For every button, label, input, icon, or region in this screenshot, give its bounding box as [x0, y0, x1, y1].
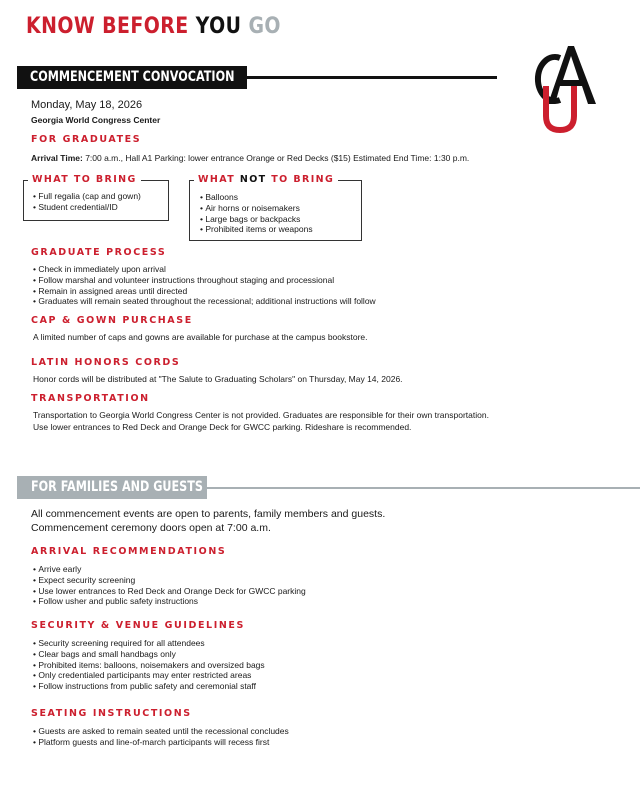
security-guidelines-list [33, 638, 265, 692]
list-item: • Only credentialed participants may enter restricted areas [33, 670, 265, 681]
cau-logo [508, 38, 606, 134]
list-item: • Full regalia (cap and gown) [33, 191, 141, 202]
event-date: Monday, May 18, 2026 [31, 99, 143, 111]
arrival-info [31, 153, 469, 164]
title-rule [247, 76, 497, 79]
kby-part-2: YOU [195, 14, 242, 39]
event-venue: Georgia World Congress Center [31, 115, 161, 125]
list-item: • Platform guests and line-of-march participants will recess first [33, 737, 289, 748]
list-item: • Remain in assigned areas until directed [33, 286, 376, 297]
honors-cords-heading: LATIN HONORS CORDS [31, 357, 181, 368]
seating-instructions-heading: SEATING INSTRUCTIONS [31, 708, 192, 719]
cap-gown-text: A limited number of caps and gowns are available for purchase at the campus bookstore. [33, 332, 368, 342]
know-before-you-go-heading [26, 16, 281, 38]
list-item: • Balloons [200, 192, 313, 203]
transportation-line-2: Use lower entrances to Red Deck and Orange Deck for GWCC parking. Rideshare is recommended. [33, 422, 412, 432]
arrival-text: 7:00 a.m., Hall A1 Parking: lower entrance Orange or Red Decks ($15) Estimated End Time: 1:30 p.m. [85, 153, 470, 163]
page-title: COMMENCEMENT CONVOCATION [30, 69, 235, 85]
arrival-recommendations-heading: ARRIVAL RECOMMENDATIONS [31, 546, 227, 557]
families-rule [207, 487, 640, 489]
seating-instructions-list [33, 726, 289, 748]
what-not-to-bring-list [200, 192, 313, 235]
transportation-heading: TRANSPORTATION [31, 393, 150, 404]
list-item: • Follow instructions from public safety and ceremonial staff [33, 681, 265, 692]
list-item: • Student credential/ID [33, 202, 141, 213]
families-intro-1: All commencement events are open to parents, family members and guests. [31, 508, 386, 520]
list-item: • Arrive early [33, 564, 306, 575]
arrival-recommendations-list [33, 564, 306, 607]
list-item: • Security screening required for all attendees [33, 638, 265, 649]
what-to-bring-title: WHAT TO BRING [28, 174, 141, 186]
graduate-process-list [33, 264, 376, 307]
list-item: • Use lower entrances to Red Deck and Orange Deck for GWCC parking [33, 586, 306, 597]
list-item: • Large bags or backpacks [200, 214, 313, 225]
security-guidelines-heading: SECURITY & VENUE GUIDELINES [31, 620, 245, 631]
graduates-heading: FOR GRADUATES [31, 134, 142, 145]
list-item: • Follow usher and public safety instructions [33, 596, 306, 607]
what-to-bring-list [33, 191, 141, 213]
families-title: FOR FAMILIES AND GUESTS [31, 479, 203, 495]
list-item: • Graduates will remain seated throughout the recessional; additional instructions will follow [33, 296, 376, 307]
graduate-process-heading: GRADUATE PROCESS [31, 247, 167, 258]
families-intro-2: Commencement ceremony doors open at 7:00 a.m. [31, 522, 271, 534]
list-item: • Guests are asked to remain seated until the recessional concludes [33, 726, 289, 737]
kby-part-1: KNOW BEFORE [26, 14, 189, 39]
honors-cords-text: Honor cords will be distributed at "The Salute to Graduating Scholars" on Thursday, May 14, 2026. [33, 374, 403, 384]
list-item: • Clear bags and small handbags only [33, 649, 265, 660]
what-not-to-bring-title: WHAT NOT TO BRING [194, 174, 338, 186]
arrival-label: Arrival Time: [31, 153, 83, 163]
list-item: • Air horns or noisemakers [200, 203, 313, 214]
cap-gown-heading: CAP & GOWN PURCHASE [31, 315, 193, 326]
kby-part-3: GO [248, 14, 281, 39]
list-item: • Prohibited items or weapons [200, 224, 313, 235]
list-item: • Check in immediately upon arrival [33, 264, 376, 275]
list-item: • Expect security screening [33, 575, 306, 586]
list-item: • Prohibited items: balloons, noisemakers and oversized bags [33, 660, 265, 671]
list-item: • Follow marshal and volunteer instructions throughout staging and processional [33, 275, 376, 286]
transportation-line-1: Transportation to Georgia World Congress Center is not provided. Graduates are responsible for their own transportation. [33, 410, 489, 420]
